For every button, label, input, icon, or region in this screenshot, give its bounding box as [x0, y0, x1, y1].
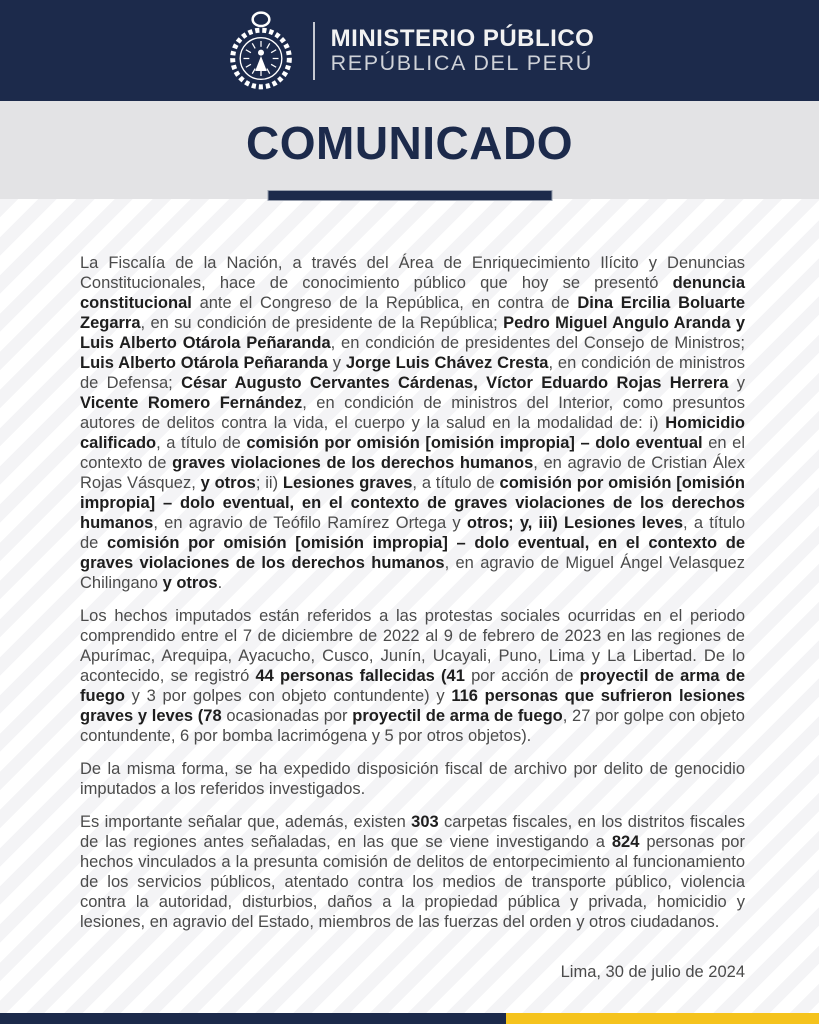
org-name-block — [331, 26, 595, 75]
title-underline — [267, 190, 552, 201]
document-body — [0, 199, 819, 1013]
footer-navy-segment — [0, 1013, 506, 1024]
document-title: COMUNICADO — [246, 117, 573, 169]
org-name: MINISTERIO PÚBLICO — [330, 24, 595, 52]
paragraph-1: La Fiscalía de la Nación, a través del Área de Enriquecimiento Ilícito y Denuncias Constitucionales, hace de conocimiento público que hoy se presentó denuncia constitucional ante el Congreso de la República, en contra de Dina Ercilia Boluarte Zegarra, en su condición de presidente de la República; Pedro Miguel Angulo Aranda y Luis Alberto Otárola Peñaranda, en condición de presidentes del Consejo de Ministros; Luis Alberto Otárola Peñaranda y Jorge Luis Chávez Cresta, en condición de ministros de Defensa; César Augusto Cervantes Cárdenas, Víctor Eduardo Rojas Herrera y Vicente Romero Fernández, en condición de ministros del Interior, como presuntos autores de delitos contra la vida, el cuerpo y la salud en la modalidad de: i) Homicidio calificado, a título de comisión por omisión [omisión impropia] – dolo eventual en el contexto de graves violaciones de los derechos humanos, en agravio de Cristian Álex Rojas Vásquez, y otros; ii) Lesiones graves, a título de comisión por omisión [omisión impropia] – dolo eventual, en el contexto de graves violaciones de los derechos humanos, en agravio de Teófilo Ramírez Ortega y otros; y, iii) Lesiones leves, a título de comisión por omisión [omisión impropia] – dolo eventual, en el contexto de graves violaciones de los derechos humanos, en agravio de Miguel Ángel Velasquez Chilingano y otros. — [80, 254, 746, 592]
header — [0, 0, 819, 101]
title-band — [0, 101, 819, 199]
brand — [225, 9, 595, 93]
date-line: Lima, 30 de julio de 2024 — [560, 963, 745, 981]
paragraph-2: Los hechos imputados están referidos a las protestas sociales ocurridas en el periodo comprendido entre el 7 de diciembre de 2022 al 9 de febrero de 2023 en las regiones de Apurímac, Arequipa, Ayacucho, Cusco, Junín, Ucayali, Puno, Lima y La Libertad. De lo acontecido, se registró 44 personas fallecidas (41 por acción de proyectil de arma de fuego y 3 por golpes con objeto contundente) y 116 personas que sufrieron lesiones graves y leves (78 ocasionadas por proyectil de arma de fuego, 27 por golpe con objeto contundente, 6 por bomba lacrimógena y 5 por otros objetos). — [80, 607, 746, 745]
ministerio-publico-seal-icon — [225, 9, 297, 93]
org-subtitle: REPÚBLICA DEL PERÚ — [330, 50, 593, 75]
footer-yellow-segment — [506, 1013, 819, 1024]
paragraph-3: De la misma forma, se ha expedido disposición fiscal de archivo por delito de genocidio imputados a los referidos investigados. — [80, 760, 745, 798]
header-divider — [313, 22, 315, 80]
paragraph-4: Es importante señalar que, además, existen 303 carpetas fiscales, en los distritos fiscales de las regiones antes señaladas, en las que se viene investigando a 824 personas por hechos vinculados a la presunta comisión de delitos de entorpecimiento al funcionamiento de los servicios públicos, atentado contra los medios de transporte público, violencia contra la autoridad, disturbios, daños a la propiedad pública y privada, homicidio y lesiones, en agravio del Estado, miembros de las fuerzas del orden y otros ciudadanos. — [80, 813, 745, 931]
footer-bar — [0, 1013, 819, 1024]
